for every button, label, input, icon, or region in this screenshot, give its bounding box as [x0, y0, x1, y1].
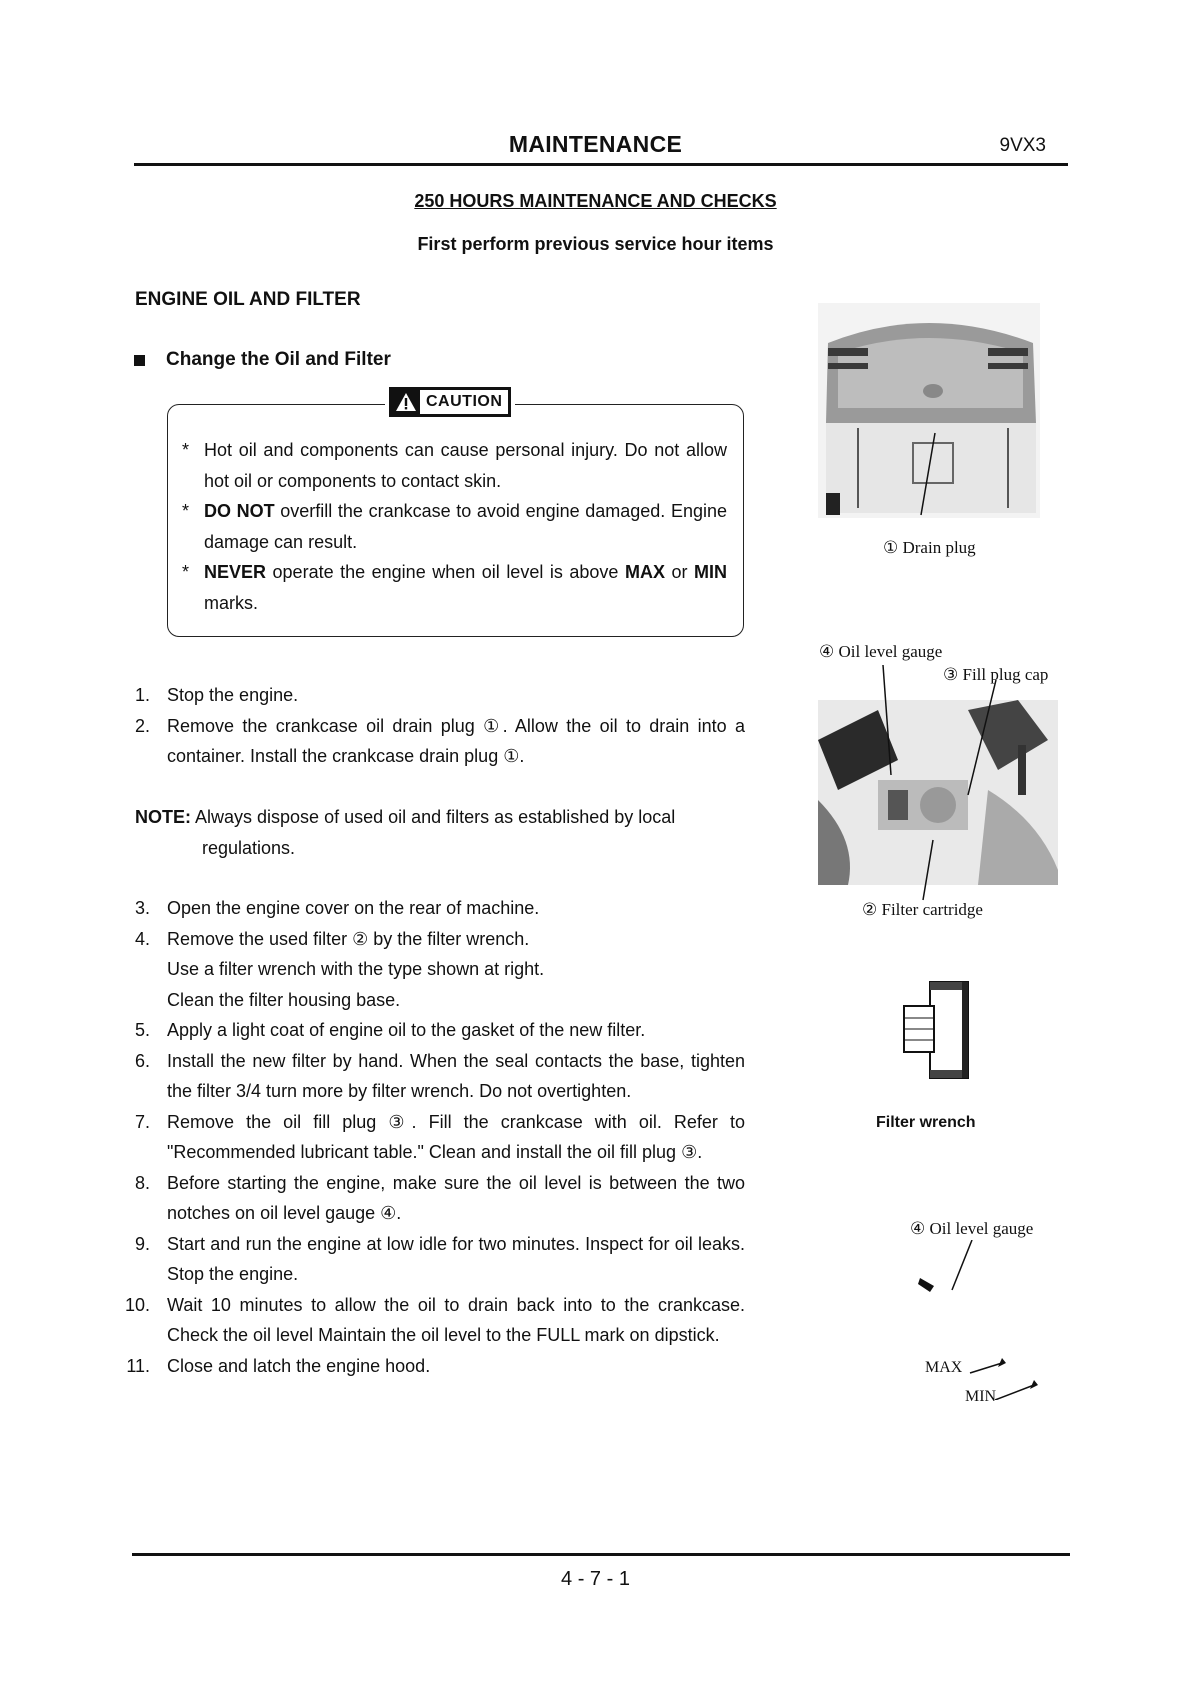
dipstick-diagram [900, 1240, 1050, 1400]
step-item: 2. Remove the crankcase oil drain plug ①. Allow the oil to drain into a container. Install the crankcase drain plug ①. [134, 715, 745, 766]
oil-level-gauge-caption-2: ④ Oil level gauge [910, 1219, 1034, 1238]
min-label: MIN [965, 1388, 997, 1405]
oil-level-gauge-caption: ④ Oil level gauge [819, 642, 943, 661]
drain-plug-caption: ① Drain plug [883, 538, 976, 557]
page-number: 4 - 7 - 1 [561, 1568, 630, 1590]
step-item: 7. Remove the oil fill plug ③. Fill the crankcase with oil. Refer to "Recommended lubricant table." Clean and install the oil fill plug ③. [134, 1111, 745, 1162]
drain-plug-photo [818, 303, 1040, 518]
header-rule [134, 163, 1068, 166]
topic-title: ENGINE OIL AND FILTER [135, 289, 361, 310]
warning-icon [392, 390, 420, 414]
caution-item: * Hot oil and components can cause personal injury. Do not allow hot oil or components to contact skin. [182, 440, 727, 491]
engine-callout-lines [818, 660, 1058, 920]
caution-item: * DO NOT overfill the crankcase to avoid engine damaged. Engine damage can result. [182, 501, 727, 552]
note-label: NOTE: [135, 807, 191, 827]
section-subtitle: First perform previous service hour items [417, 234, 774, 254]
filter-wrench-icon [900, 980, 975, 1085]
step-item: 11. Close and latch the engine hood. [126, 1355, 431, 1376]
step-item: 4. Remove the used filter ② by the filter wrench. Use a filter wrench with the type shown at right. Clean the filter housing base. [134, 928, 545, 1010]
section-title: 250 HOURS MAINTENANCE AND CHECKS [414, 191, 777, 211]
step-item: 3. Open the engine cover on the rear of machine. [134, 898, 540, 918]
steps-list-b [120, 893, 745, 1381]
footer-rule [132, 1553, 1070, 1556]
step-item: 6. Install the new filter by hand. When the seal contacts the base, tighten the filter 3/4 turn more by filter wrench. Do not overtighten. [134, 1050, 745, 1101]
document-code: 9VX3 [999, 135, 1046, 156]
page-header-title: MAINTENANCE [508, 131, 683, 157]
filter-cartridge-caption: ② Filter cartridge [862, 900, 983, 919]
bullet-heading [134, 349, 391, 371]
note-text: Always dispose of used oil and filters as established by local [191, 807, 676, 827]
step-item: 8. Before starting the engine, make sure the oil level is between the two notches on oil level gauge ④. [134, 1172, 745, 1223]
note-text-cont: regulations. [202, 837, 296, 858]
bullet-heading-text: Change the Oil and Filter [166, 349, 391, 370]
filter-wrench-caption: Filter wrench [876, 1114, 976, 1131]
step-item: 10. Wait 10 minutes to allow the oil to drain back into to the crankcase. Check the oil level Maintain the oil level to the FULL mark on dipstick. [124, 1294, 745, 1345]
steps-list-a [120, 680, 745, 772]
square-bullet-icon [134, 355, 145, 366]
note [135, 802, 755, 863]
max-label: MAX [925, 1359, 963, 1376]
step-item: 1. Stop the engine. [134, 685, 299, 705]
step-item: 5. Apply a light coat of engine oil to the gasket of the new filter. [134, 1020, 646, 1040]
caution-item: * NEVER operate the engine when oil level is above MAX or MIN marks. [182, 562, 728, 613]
step-item: 9. Start and run the engine at low idle for two minutes. Inspect for oil leaks. Stop the engine. [134, 1233, 745, 1284]
caution-label-text: CAUTION [426, 393, 503, 410]
caution-label [385, 385, 515, 415]
caution-list [179, 435, 727, 618]
fill-plug-cap-caption: ③ Fill plug cap [943, 665, 1049, 684]
